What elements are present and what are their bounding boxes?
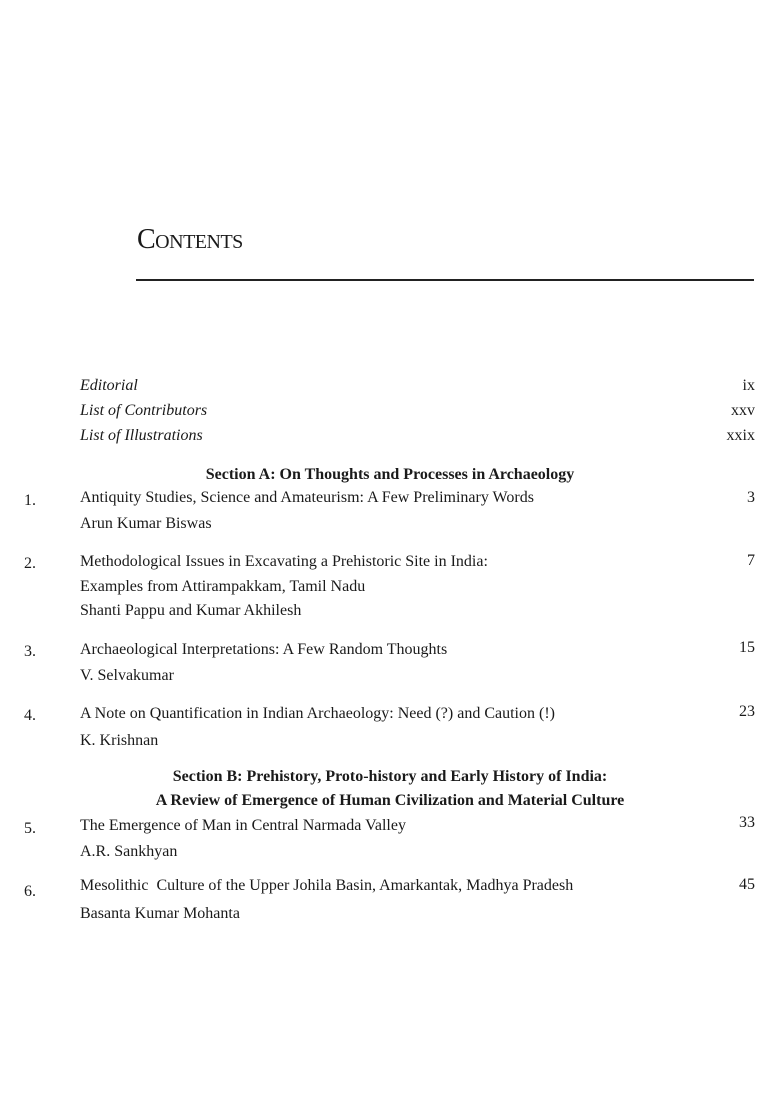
entry-page: 7 <box>747 552 755 569</box>
entry-title: Archaeological Interpretations: A Few Random Thoughts <box>80 641 448 658</box>
entry-author: Arun Kumar Biswas <box>80 515 212 532</box>
entry-title: Methodological Issues in Excavating a Prehistoric Site in India: <box>80 553 488 570</box>
entry-page: 15 <box>739 639 755 656</box>
section-b-subheading: A Review of Emergence of Human Civilization and Material Culture <box>155 792 625 809</box>
section-a-heading: Section A: On Thoughts and Processes in Archaeology <box>205 466 575 483</box>
entry-title: Mesolithic Culture of the Upper Johila Basin, Amarkantak, Madhya Pradesh <box>80 877 574 894</box>
entry-author: Shanti Pappu and Kumar Akhilesh <box>80 602 302 619</box>
title-rule <box>136 279 754 281</box>
entry-author: V. Selvakumar <box>80 667 174 684</box>
entry-author: A.R. Sankhyan <box>80 843 178 860</box>
entry-number: 5. <box>24 820 36 837</box>
entry-author: K. Krishnan <box>80 732 159 749</box>
entry-title: The Emergence of Man in Central Narmada Valley <box>80 817 406 834</box>
entry-page: 33 <box>739 814 755 831</box>
entry-number: 1. <box>24 492 36 509</box>
entry-number: 2. <box>24 555 36 572</box>
front-matter-page: xxv <box>731 402 755 419</box>
front-matter-title: List of Contributors <box>80 402 208 419</box>
entry-title: A Note on Quantification in Indian Archaeology: Need (?) and Caution (!) <box>80 705 555 722</box>
entry-page: 45 <box>739 876 755 893</box>
front-matter-page: xxix <box>726 427 755 444</box>
entry-title: Antiquity Studies, Science and Amateurism: A Few Preliminary Words <box>80 489 534 506</box>
entry-page: 23 <box>739 703 755 720</box>
entry-number: 3. <box>24 643 36 660</box>
entry-author: Basanta Kumar Mohanta <box>80 905 240 922</box>
page-title: Contents <box>137 224 243 255</box>
entry-number: 6. <box>24 883 36 900</box>
entry-title-cont: Examples from Attirampakkam, Tamil Nadu <box>80 578 366 595</box>
front-matter-title: List of Illustrations <box>80 427 203 444</box>
entry-page: 3 <box>747 489 755 506</box>
section-b-heading: Section B: Prehistory, Proto-history and Early History of India: <box>172 768 608 785</box>
front-matter-page: ix <box>742 377 755 394</box>
front-matter-title: Editorial <box>80 377 138 394</box>
entry-number: 4. <box>24 707 36 724</box>
